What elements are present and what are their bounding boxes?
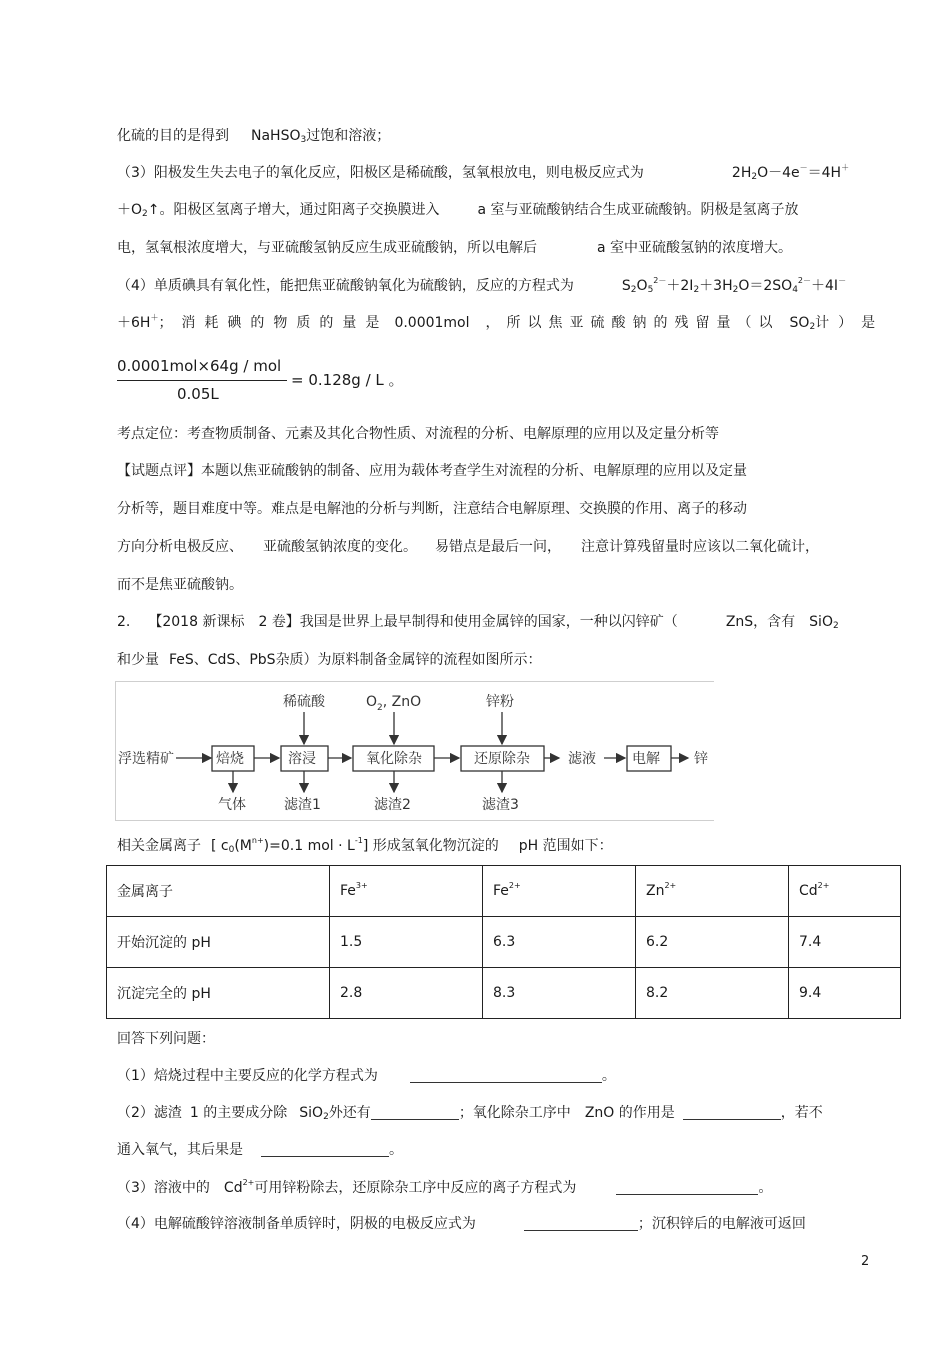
text: 1 的主要成分除 xyxy=(189,1105,288,1121)
answer-blank[interactable] xyxy=(410,1068,602,1083)
question-number: 2. xyxy=(117,614,131,630)
fraction-denominator: 0.05L xyxy=(177,385,219,403)
step-electrolysis-label: 电解 xyxy=(632,751,660,767)
superscript: 2－ xyxy=(653,276,667,285)
formula: (M xyxy=(234,838,252,854)
text: 外还有 xyxy=(328,1105,371,1121)
text: （4）电解硫酸锌溶液制备单质锌时，阴极的电极反应式为 xyxy=(117,1216,476,1232)
text-line: 考点定位：考查物质制备、元素及其化合物性质、对流程的分析、电解原理的应用以及定量分析等 xyxy=(117,426,719,442)
table-cell: 8.2 xyxy=(636,968,789,1019)
text: ；氧化除杂工序中 xyxy=(458,1105,571,1121)
text: 通入氧气，其后果是 xyxy=(117,1142,243,1158)
text: ] 形成氢氧化物沉淀的 xyxy=(362,838,499,854)
superscript: － xyxy=(838,276,847,285)
answer-blank[interactable] xyxy=(524,1216,638,1231)
text: a 室中亚硫酸氢钠的浓度增大。 xyxy=(597,240,793,256)
subscript: 3 xyxy=(300,135,307,145)
text-line: 而不是焦亚硫酸钠。 xyxy=(117,577,243,593)
formula: NaHSO xyxy=(251,128,301,144)
ion-symbol: Fe xyxy=(340,883,356,899)
punctuation: 。 xyxy=(758,1180,773,1196)
subscript: 2 xyxy=(751,172,758,182)
text: ↑。阳极区氢离子增大，通过阳离子交换膜进入 xyxy=(147,202,440,218)
ion-charge: 2+ xyxy=(508,881,521,890)
superscript: － xyxy=(799,163,808,172)
text-line xyxy=(117,277,846,295)
superscript: -1 xyxy=(354,836,363,845)
subscript: 2 xyxy=(832,621,839,631)
table-row xyxy=(107,968,901,1019)
table-cell: 沉淀完全的 pH xyxy=(107,968,330,1019)
text: 注意计算残留量时应该以二氧化硫计， xyxy=(581,539,819,555)
text: ，若不 xyxy=(780,1105,823,1121)
subscript: 0 xyxy=(228,845,235,855)
formula: ＋4I xyxy=(811,278,839,294)
table-header-cell xyxy=(483,866,636,917)
text: 易错点是最后一问， xyxy=(435,539,561,555)
text: 可用锌粉除去，还原除杂工序中反应的离子方程式为 xyxy=(254,1180,577,1196)
text-line xyxy=(117,538,819,556)
text-line xyxy=(117,127,390,145)
formula: ＋3H xyxy=(699,278,733,294)
text-line xyxy=(117,1141,403,1159)
text-line: 分析等，题目难度中等。难点是电解池的分析与判断，注意结合电解原理、交换膜的作用、离子的移动 xyxy=(117,501,747,517)
text: ；沉积锌后的电解液可返回 xyxy=(637,1216,806,1232)
text: （1）焙烧过程中主要反应的化学方程式为 xyxy=(117,1068,378,1084)
fraction-bar xyxy=(117,380,287,381)
table-cell: 9.4 xyxy=(789,968,901,1019)
formula: SiO xyxy=(299,1105,324,1121)
step-roast-label: 焙烧 xyxy=(216,751,244,767)
text: ；消耗碘的物质的量是 xyxy=(158,315,389,331)
ion-symbol: Zn xyxy=(646,883,665,899)
formula: Cd xyxy=(223,1180,243,1196)
text: 相关金属离子 xyxy=(117,838,201,854)
text: （3）阳极发生失去电子的氧化反应，阳极区是稀硫酸，氢氧根放电，则电极反应式为 xyxy=(117,165,644,181)
punctuation: 。 xyxy=(601,1068,616,1084)
table-header-cell xyxy=(636,866,789,917)
text: 2 卷】我国是世界上最早制得和使用金属锌的国家，一种以闪锌矿（ xyxy=(258,614,678,630)
fraction-numerator: 0.0001mol×64g / mol xyxy=(117,357,282,375)
text-line xyxy=(117,239,792,257)
text: 亚硫酸氢钠浓度的变化。 xyxy=(263,539,417,555)
formula: SO xyxy=(789,315,810,331)
formula: ＋2I xyxy=(666,278,694,294)
formula: FeS、CdS、PbS xyxy=(169,652,276,668)
ion-charge: 2+ xyxy=(817,881,830,890)
output-residue3-label: 滤渣3 xyxy=(482,797,519,813)
subscript: 2 xyxy=(809,322,816,332)
superscript: 2－ xyxy=(797,276,812,285)
text: 过饱和溶液； xyxy=(306,128,391,144)
subscript: 2 xyxy=(693,285,700,295)
table-cell: 7.4 xyxy=(789,917,901,968)
fraction-result xyxy=(291,369,404,390)
text: ZnS，含有 xyxy=(725,614,796,630)
question-4 xyxy=(117,1215,806,1233)
superscript: n+ xyxy=(251,836,264,845)
subscript: 2 xyxy=(630,285,637,295)
text-line xyxy=(117,837,613,855)
input-oxidant-sub: 2 xyxy=(377,703,383,713)
result-value: = 0.128g / L xyxy=(291,371,384,389)
step-reduce-label: 还原除杂 xyxy=(474,751,530,767)
text: （4）单质碘具有氧化性，能把焦亚硫酸钠氧化为硫酸钠，反应的方程式为 xyxy=(117,278,574,294)
text: 化硫的目的是得到 xyxy=(117,128,229,144)
step-oxidize-label: 氧化除杂 xyxy=(366,751,422,767)
formula: S xyxy=(621,278,631,294)
page-number: 2 xyxy=(861,1254,870,1269)
input-zinc-label: 锌粉 xyxy=(486,694,514,710)
text: 杂质）为原料制备金属锌的流程如图所示： xyxy=(275,652,542,668)
formula: ＋6H xyxy=(117,315,151,331)
table-header-cell xyxy=(330,866,483,917)
ion-charge: 2+ xyxy=(664,881,677,890)
ion-symbol: Cd xyxy=(799,883,818,899)
input-oxidant-zno: , ZnO xyxy=(382,694,422,710)
table-cell: 6.2 xyxy=(636,917,789,968)
table-header-row xyxy=(107,866,901,917)
text: （2）滤渣 xyxy=(117,1105,182,1121)
text: ，所以焦亚硫酸钠的残留量（以 xyxy=(485,315,780,331)
subscript: 4 xyxy=(792,285,798,295)
value: 0.0001mol xyxy=(394,315,470,331)
ion-charge: 3+ xyxy=(355,881,368,890)
output-residue2-label: 滤渣2 xyxy=(374,797,411,813)
text-line: 【试题点评】本题以焦亚硫酸钠的制备、应用为载体考查学生对流程的分析、电解原理的应用以及定量 xyxy=(117,463,747,479)
ph-table xyxy=(106,865,901,1019)
process-flow-diagram xyxy=(115,681,714,821)
answer-blank[interactable] xyxy=(371,1105,459,1120)
text: 方向分析电极反应、 xyxy=(117,539,243,555)
punctuation: 。 xyxy=(388,371,404,389)
text-line xyxy=(117,164,849,182)
text: （3）溶液中的 xyxy=(117,1180,210,1196)
subscript: 2 xyxy=(323,1112,329,1122)
input-acid-label: 稀硫酸 xyxy=(283,694,325,710)
table-cell: 6.3 xyxy=(483,917,636,968)
table-row xyxy=(107,917,901,968)
formula: 2H xyxy=(731,165,752,181)
text-line xyxy=(117,314,884,332)
text: ZnO 的作用是 xyxy=(584,1105,675,1121)
table-cell: 2.8 xyxy=(330,968,483,1019)
answer-blank[interactable] xyxy=(261,1142,389,1157)
text: 电，氢氧根浓度增大，与亚硫酸氢钠反应生成亚硫酸钠，所以电解后 xyxy=(117,240,537,256)
text-line xyxy=(117,201,799,219)
question-heading xyxy=(117,613,839,631)
formula: O＝2SO xyxy=(738,278,793,294)
table-cell: 8.3 xyxy=(483,968,636,1019)
superscript: ＋ xyxy=(150,313,159,322)
question-3 xyxy=(117,1179,772,1197)
text-line: 回答下列问题： xyxy=(117,1031,215,1047)
formula: )=0.1 mol · L xyxy=(263,838,355,854)
formula: [ c xyxy=(211,838,229,854)
formula: O－4e xyxy=(757,165,800,181)
output-gas-label: 气体 xyxy=(218,797,246,813)
product-label: 锌 xyxy=(694,751,708,767)
filtrate-label: 滤液 xyxy=(568,751,596,767)
formula: ＝4H xyxy=(807,165,842,181)
flow-start-label: 浮选精矿 xyxy=(118,751,174,767)
question-2 xyxy=(117,1104,823,1122)
text: 【2018 新课标 xyxy=(148,614,245,630)
text: a 室与亚硫酸钠结合生成亚硫酸钠。阴极是氢离子放 xyxy=(477,202,799,218)
table-header-cell: 金属离子 xyxy=(107,866,330,917)
input-oxidant-label xyxy=(366,694,421,713)
table-header-cell xyxy=(789,866,901,917)
formula: O xyxy=(636,278,648,294)
table-cell: 1.5 xyxy=(330,917,483,968)
question-1 xyxy=(117,1067,616,1085)
text-line xyxy=(117,651,542,669)
text: 和少量 xyxy=(117,652,159,668)
table-cell: 开始沉淀的 pH xyxy=(107,917,330,968)
step-leach-label: 溶浸 xyxy=(288,751,316,767)
ion-symbol: Fe xyxy=(493,883,509,899)
input-oxidant-o: O xyxy=(366,694,378,710)
flow-svg xyxy=(116,682,714,820)
punctuation: 。 xyxy=(389,1142,403,1158)
subscript: 2 xyxy=(142,209,148,219)
formula: SiO xyxy=(809,614,833,630)
subscript: 5 xyxy=(647,285,654,295)
superscript: 2+ xyxy=(242,1178,255,1187)
text: pH 范围如下： xyxy=(518,838,613,854)
superscript: ＋ xyxy=(841,163,850,172)
answer-blank[interactable] xyxy=(616,1180,758,1195)
text: 计）是 xyxy=(815,315,885,331)
formula: ＋O xyxy=(117,202,143,218)
answer-blank[interactable] xyxy=(683,1105,781,1120)
subscript: 2 xyxy=(732,285,739,295)
output-residue1-label: 滤渣1 xyxy=(284,797,321,813)
